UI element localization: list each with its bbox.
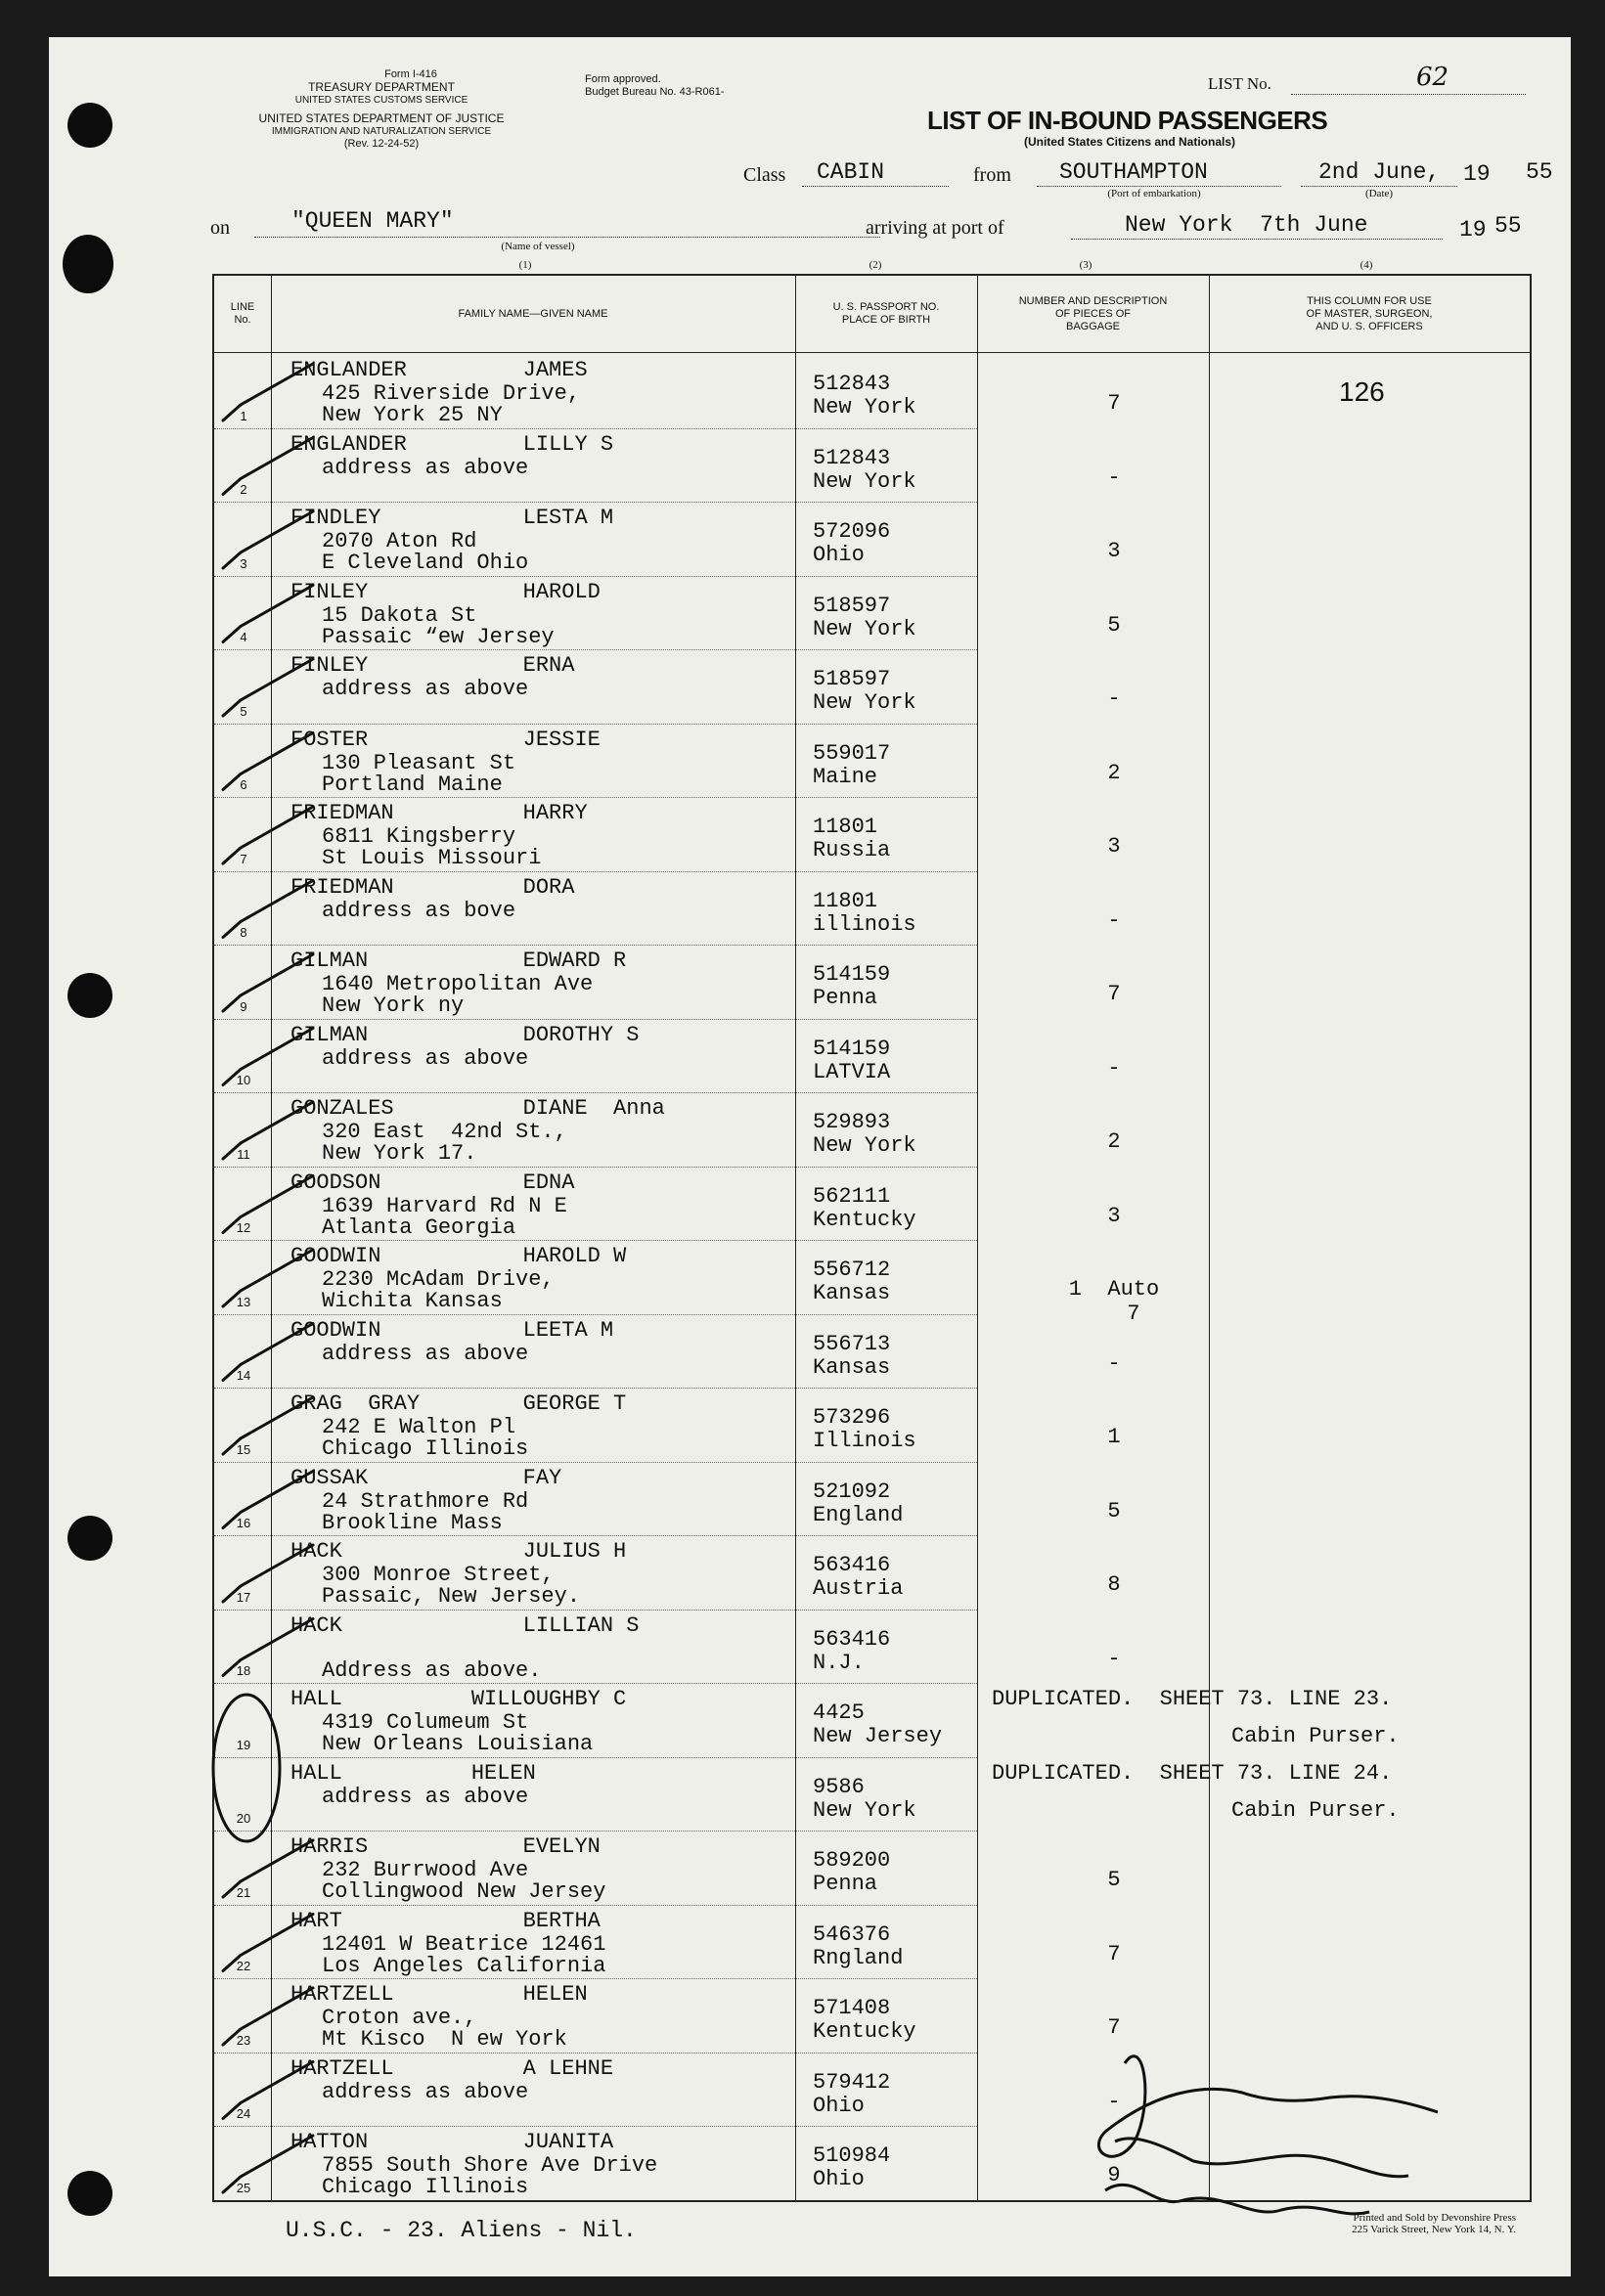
date-caption: (Date) <box>1364 188 1394 199</box>
baggage-count: 5 <box>1107 1868 1121 1892</box>
printer-line-2: 225 Varick Street, New York 14, N. Y. <box>1352 2224 1516 2235</box>
passenger-address-2: New York 17. <box>322 1141 477 1166</box>
passenger-name: GILMAN EDWARD R <box>290 949 627 973</box>
port-of-embarkation: SOUTHAMPTON <box>1059 159 1208 185</box>
baggage-count: 1 <box>1107 1425 1121 1449</box>
line-number: 17 <box>236 1589 251 1605</box>
passenger-address-2: New York ny <box>322 993 465 1018</box>
table-row <box>214 1757 1530 1832</box>
line-number: 24 <box>236 2106 251 2121</box>
table-row <box>214 724 1530 798</box>
line-number: 18 <box>236 1663 251 1678</box>
table-row <box>214 2053 1530 2127</box>
table-row <box>214 1978 1530 2053</box>
passport-number: 4425 <box>813 1700 865 1725</box>
passenger-name: GUSSAK FAY <box>290 1465 562 1490</box>
vessel-name: "QUEEN MARY" <box>291 208 454 234</box>
passport-number: 529893 <box>813 1110 891 1134</box>
passenger-address-1: 130 Pleasant St <box>322 750 516 775</box>
table-row <box>214 1905 1530 1979</box>
baggage-count: 7 <box>1107 1941 1121 1966</box>
line-number: 1 <box>240 408 247 423</box>
line-number: 6 <box>240 777 247 792</box>
line-number: 3 <box>240 555 247 571</box>
place-of-birth: Penna <box>813 986 878 1010</box>
passenger-name: FINLEY HAROLD <box>290 579 601 604</box>
passport-number: 572096 <box>813 519 891 544</box>
passenger-address-1: address as above <box>322 1045 529 1071</box>
passenger-address-2: New Orleans Louisiana <box>322 1732 594 1756</box>
table-row <box>214 1462 1530 1536</box>
passenger-address-1: 1639 Harvard Rd N E <box>322 1193 567 1218</box>
passenger-address-1: Croton ave., <box>322 2006 477 2030</box>
list-number-value: 62 <box>1416 63 1449 92</box>
arriving-label: arriving at port of <box>866 217 1004 239</box>
passport-number: 562111 <box>813 1183 891 1209</box>
table-row <box>214 1683 1530 1757</box>
passenger-address-1: 4319 Columeum St <box>322 1710 529 1735</box>
passenger-address-1: 300 Monroe Street, <box>322 1563 555 1587</box>
baggage-count: 2 <box>1107 760 1121 785</box>
column-number-1: (1) <box>518 259 532 271</box>
baggage-count: 1 Auto 7 <box>1068 1277 1160 1326</box>
vessel-caption: (Name of vessel) <box>501 241 575 252</box>
line-number: 9 <box>240 998 247 1014</box>
baggage-count: - <box>1107 1350 1121 1376</box>
header-line-no: LINE No. <box>230 301 255 326</box>
immigration-service: IMMIGRATION AND NATURALIZATION SERVICE <box>271 126 492 137</box>
passenger-name: HARTZELL A LEHNE <box>290 2055 614 2081</box>
table-row <box>214 354 1530 428</box>
baggage-count: 3 <box>1107 834 1121 859</box>
passport-number: 579412 <box>813 2069 891 2095</box>
passenger-name: GOODSON EDNA <box>290 1170 575 1195</box>
passenger-address-2: Los Angeles California <box>322 1953 606 1978</box>
passenger-address-1: 12401 W Beatrice 12461 <box>322 1931 606 1957</box>
line-number: 15 <box>236 1441 251 1457</box>
baggage-count: 8 <box>1107 1572 1121 1597</box>
place-of-birth: New York <box>813 690 916 715</box>
place-of-birth: New York <box>813 1797 916 1823</box>
line-number: 16 <box>236 1516 251 1530</box>
line-number: 22 <box>236 1959 251 1973</box>
passenger-name: GOODWIN HAROLD W <box>290 1244 627 1268</box>
baggage-count: 2 <box>1107 1129 1121 1154</box>
passenger-name: GILMAN DOROTHY S <box>290 1022 640 1047</box>
page-title: LIST OF IN-BOUND PASSENGERS <box>927 106 1328 135</box>
passport-number: 11801 <box>813 888 878 913</box>
line-number: 4 <box>240 630 247 644</box>
header-passport: U. S. PASSPORT NO. PLACE OF BIRTH <box>832 301 940 326</box>
baggage-count: 5 <box>1107 1498 1121 1523</box>
baggage-count: 7 <box>1107 391 1121 416</box>
duplicate-note: DUPLICATED. SHEET 73. LINE 24. <box>992 1760 1393 1786</box>
customs-service: UNITED STATES CUSTOMS SERVICE <box>294 95 468 106</box>
passenger-address-2: Address as above. <box>322 1657 542 1683</box>
binder-hole <box>67 1516 112 1561</box>
budget-bureau-number: Budget Bureau No. 43-R061- <box>585 86 725 98</box>
baggage-count: - <box>1107 907 1121 933</box>
form-approved-text: Form approved. <box>585 73 661 85</box>
passenger-address-1: address as above <box>322 2079 529 2104</box>
passport-number: 518597 <box>813 593 891 618</box>
passenger-name: HART BERTHA <box>290 1908 601 1933</box>
table-row <box>214 1388 1530 1462</box>
passenger-address-2: Portland Maine <box>322 772 503 797</box>
baggage-count: 3 <box>1107 1203 1121 1228</box>
baggage-count: - <box>1107 1055 1121 1081</box>
line-number: 10 <box>236 1073 251 1087</box>
passenger-address-1: 7855 South Shore Ave Drive <box>322 2153 658 2178</box>
passport-number: 556712 <box>813 1258 891 1282</box>
departure-year-prefix: 19 <box>1463 161 1491 187</box>
place-of-birth: Austria <box>813 1576 904 1601</box>
table-row <box>214 797 1530 871</box>
table-row <box>214 1610 1530 1684</box>
passenger-address-1: address as above <box>322 1784 529 1809</box>
class-value: CABIN <box>817 159 885 185</box>
justice-department: UNITED STATES DEPARTMENT OF JUSTICE <box>258 111 505 125</box>
passport-number: 563416 <box>813 1553 891 1577</box>
passport-number: 9586 <box>813 1774 865 1799</box>
passenger-address-1: address as above <box>322 455 529 480</box>
form-approval <box>585 73 800 99</box>
line-number: 23 <box>236 2032 251 2048</box>
arrival-year-prefix: 19 <box>1459 217 1487 243</box>
passenger-name: ENGLANDER JAMES <box>290 358 588 382</box>
passenger-address-1: 24 Strathmore Rd <box>322 1488 529 1514</box>
arrival-year: 55 <box>1494 213 1522 239</box>
passenger-name: ENGLANDER LILLY S <box>290 431 614 457</box>
table-row <box>214 1535 1530 1610</box>
column-number-4: (4) <box>1360 259 1373 271</box>
passenger-name: GONZALES DIANE Anna <box>290 1096 665 1121</box>
passport-number: 589200 <box>813 1848 891 1873</box>
baggage-count: 5 <box>1107 612 1121 638</box>
baggage-count: - <box>1107 686 1121 711</box>
table-row <box>214 649 1530 724</box>
summary-footer: U.S.C. - 23. Aliens - Nil. <box>286 2218 637 2243</box>
line-number: 14 <box>236 1368 251 1383</box>
line-number: 12 <box>236 1220 251 1235</box>
passenger-address-1: 2230 McAdam Drive, <box>322 1267 555 1292</box>
passenger-address-2: Chicago Illinois <box>322 2175 529 2199</box>
passenger-name: HACK JULIUS H <box>290 1539 627 1564</box>
table-row <box>214 1831 1530 1905</box>
binder-hole <box>67 2171 112 2216</box>
form-number: Form I-416 <box>384 68 437 80</box>
table-row <box>214 576 1530 650</box>
place-of-birth: Kansas <box>813 1354 891 1380</box>
passenger-name: HATTON JUANITA <box>290 2130 614 2154</box>
passenger-address-2: Passaic “ew Jersey <box>322 624 555 649</box>
passenger-address-2: St Louis Missouri <box>322 846 542 870</box>
passenger-address-1: 242 E Walton Pl <box>322 1415 516 1439</box>
passport-number: 512843 <box>813 445 891 470</box>
passenger-address-1: 1640 Metropolitan Ave <box>322 972 594 996</box>
place-of-birth: LATVIA <box>813 1059 891 1084</box>
line-number: 2 <box>240 482 247 497</box>
form-revision: (Rev. 12-24-52) <box>343 138 420 150</box>
table-row <box>214 1092 1530 1167</box>
passport-number: 510984 <box>813 2143 891 2168</box>
passport-number: 512843 <box>813 372 891 396</box>
page-subtitle: (United States Citizens and Nationals) <box>1023 135 1236 149</box>
passport-number: 571408 <box>813 1996 891 2020</box>
place-of-birth: Ohio <box>813 2167 865 2191</box>
purser-note: Cabin Purser. <box>1231 1797 1400 1823</box>
departure-date: 2nd June, <box>1318 159 1441 185</box>
passport-number: 559017 <box>813 740 891 766</box>
baggage-count: 9 <box>1107 2163 1121 2187</box>
header-family-name: FAMILY NAME—GIVEN NAME <box>458 308 608 320</box>
passport-number: 556713 <box>813 1331 891 1356</box>
place-of-birth: illinois <box>813 911 916 937</box>
passenger-address-1: address as above <box>322 677 529 701</box>
passport-number: 514159 <box>813 962 891 987</box>
table-row <box>214 1167 1530 1241</box>
table-row <box>214 1019 1530 1093</box>
port-embarkation-caption: (Port of embarkation) <box>1107 188 1201 199</box>
table-row <box>214 502 1530 576</box>
line-number: 19 <box>236 1737 251 1752</box>
place-of-birth: New York <box>813 1133 916 1158</box>
duplicate-note: DUPLICATED. SHEET 73. LINE 23. <box>992 1687 1393 1711</box>
passenger-name: FOSTER JESSIE <box>290 727 601 752</box>
arrival-port-and-date: New York 7th June <box>1125 212 1368 238</box>
passport-number: 514159 <box>813 1036 891 1061</box>
place-of-birth: New York <box>813 468 916 494</box>
passenger-name: FRIEDMAN HARRY <box>290 801 588 825</box>
passenger-address-1: 320 East 42nd St., <box>322 1120 567 1144</box>
printer-imprint <box>1223 2212 1516 2235</box>
passenger-address-1: 425 Riverside Drive, <box>322 381 581 406</box>
baggage-count: - <box>1107 2089 1121 2114</box>
passenger-address-1: address as above <box>322 1341 529 1366</box>
treasury-department: TREASURY DEPARTMENT <box>308 80 455 94</box>
passenger-name: HARRIS EVELYN <box>290 1834 601 1859</box>
departure-year: 55 <box>1526 159 1553 185</box>
column-number-3: (3) <box>1079 259 1092 271</box>
header-officers: THIS COLUMN FOR USE OF MASTER, SURGEON, AND U. S. OFFICERS <box>1306 295 1433 332</box>
from-label: from <box>973 164 1011 186</box>
line-number: 7 <box>240 851 247 866</box>
baggage-count: 7 <box>1107 2015 1121 2040</box>
column-number-2: (2) <box>869 259 882 271</box>
passenger-address-2: Wichita Kansas <box>322 1289 503 1313</box>
passenger-address-1: 232 Burrwood Ave <box>322 1858 529 1882</box>
place-of-birth: Maine <box>813 764 878 789</box>
passport-number: 546376 <box>813 1921 891 1947</box>
passenger-name: GRAG GRAY GEORGE T <box>290 1391 627 1416</box>
place-of-birth: Ohio <box>813 543 865 567</box>
baggage-count: - <box>1107 1646 1121 1671</box>
passenger-address-2: Chicago Illinois <box>322 1436 529 1461</box>
binder-hole <box>63 235 113 293</box>
list-number-label: LIST No. <box>1208 74 1271 93</box>
passenger-address-1: 2070 Aton Rd <box>322 529 477 553</box>
passenger-name: GOODWIN LEETA M <box>290 1317 614 1343</box>
place-of-birth: Kentucky <box>813 1207 916 1232</box>
line-number: 5 <box>240 703 247 719</box>
place-of-birth: New Jersey <box>813 1724 943 1748</box>
purser-note: Cabin Purser. <box>1231 1724 1400 1748</box>
place-of-birth: England <box>813 1502 904 1527</box>
passenger-name: FINLEY ERNA <box>290 653 575 678</box>
passport-number: 11801 <box>813 815 878 839</box>
place-of-birth: Russia <box>813 838 891 862</box>
line-number: 21 <box>236 1884 251 1900</box>
passport-number: 563416 <box>813 1626 891 1652</box>
passenger-address-2: Atlanta Georgia <box>322 1214 516 1240</box>
passenger-address-1: 15 Dakota St <box>322 602 477 628</box>
place-of-birth: Kentucky <box>813 2019 916 2044</box>
binder-hole <box>67 103 112 148</box>
place-of-birth: Ohio <box>813 2093 865 2118</box>
table-row <box>214 1240 1530 1326</box>
place-of-birth: Rngland <box>813 1945 904 1970</box>
line-number: 20 <box>236 1811 251 1826</box>
passenger-address-2: New York 25 NY <box>322 403 503 427</box>
passenger-table <box>212 274 1532 2202</box>
line-number: 13 <box>236 1294 251 1309</box>
place-of-birth: N.J. <box>813 1650 865 1675</box>
passenger-address-1: address as bove <box>322 898 516 923</box>
officer-note: 126 <box>1339 376 1385 407</box>
baggage-count: - <box>1107 464 1121 490</box>
passenger-address-2: E Cleveland Ohio <box>322 551 529 575</box>
header-baggage: NUMBER AND DESCRIPTION OF PIECES OF BAGGAGE <box>1018 295 1168 332</box>
line-number: 8 <box>240 925 247 940</box>
passenger-name: HARTZELL HELEN <box>290 1982 588 2007</box>
passenger-name: HACK LILLIAN S <box>290 1612 640 1638</box>
form-agency-block <box>205 68 557 151</box>
passenger-address-2: Collingwood New Jersey <box>322 1879 606 1904</box>
table-row <box>214 945 1530 1019</box>
line-number: 11 <box>237 1146 250 1162</box>
baggage-count: 3 <box>1107 539 1121 563</box>
on-label: on <box>210 217 230 239</box>
passport-number: 518597 <box>813 667 891 691</box>
passenger-name: FRIEDMAN DORA <box>290 874 575 900</box>
printer-line-1: Printed and Sold by Devonshire Press <box>1353 2212 1516 2224</box>
table-row <box>214 428 1530 503</box>
binder-hole <box>67 973 112 1018</box>
passenger-address-1: 6811 Kingsberry <box>322 824 516 849</box>
passenger-name: FINDLEY LESTA M <box>290 506 614 530</box>
passenger-name: HALL HELEN <box>290 1760 536 1786</box>
table-row <box>214 2126 1530 2200</box>
passport-number: 573296 <box>813 1405 891 1430</box>
place-of-birth: New York <box>813 616 916 641</box>
line-number: 25 <box>236 2180 251 2195</box>
table-row <box>214 1314 1530 1389</box>
baggage-count: 7 <box>1107 982 1121 1006</box>
passport-number: 521092 <box>813 1479 891 1504</box>
place-of-birth: New York <box>813 395 916 419</box>
place-of-birth: Illinois <box>813 1429 916 1453</box>
class-label: Class <box>743 164 786 186</box>
passenger-address-2: Passaic, New Jersey. <box>322 1584 581 1609</box>
place-of-birth: Kansas <box>813 1281 891 1305</box>
passenger-name: HALL WILLOUGHBY C <box>290 1687 627 1711</box>
place-of-birth: Penna <box>813 1872 878 1896</box>
passenger-address-2: Brookline Mass <box>322 1510 503 1535</box>
table-row <box>214 871 1530 946</box>
passenger-address-2: Mt Kisco N ew York <box>322 2027 567 2052</box>
